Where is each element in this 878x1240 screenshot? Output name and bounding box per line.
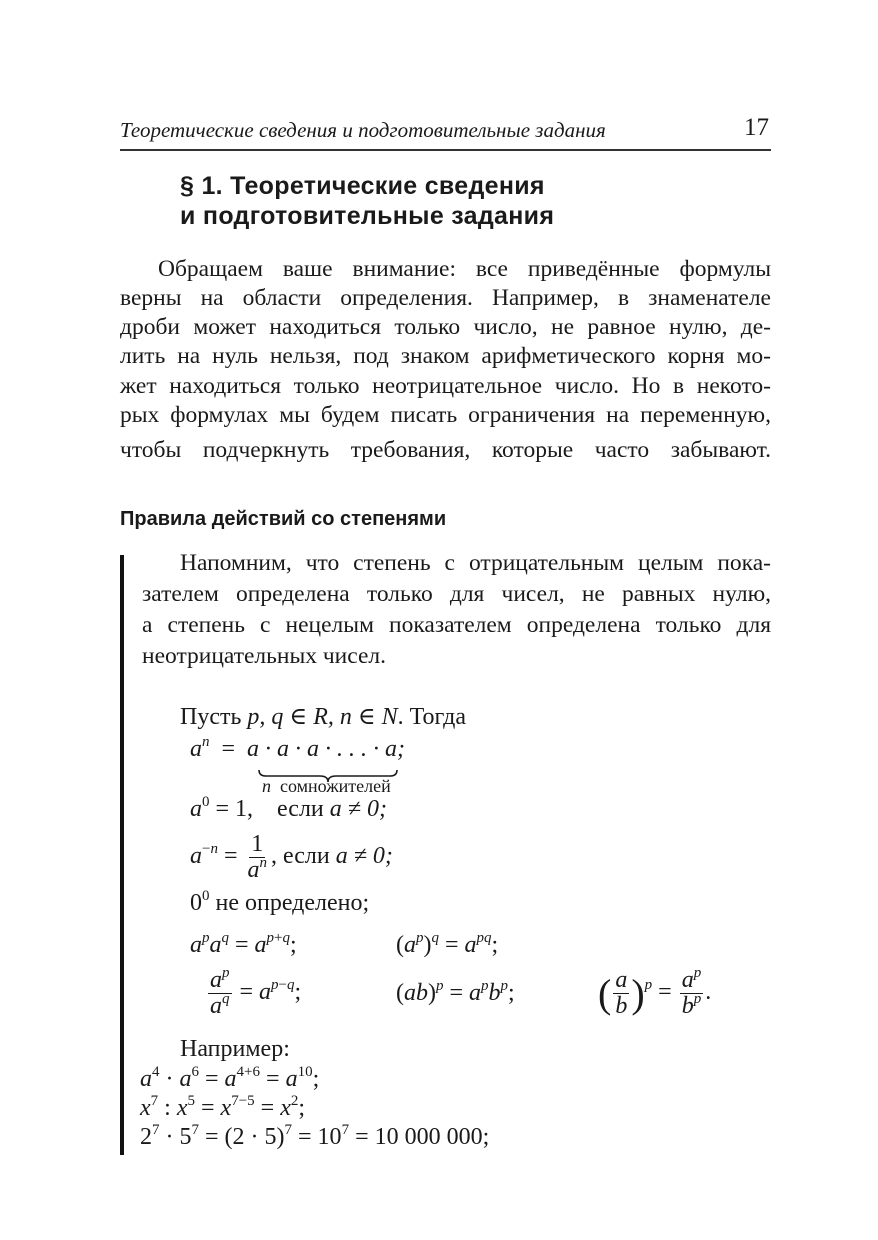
intro-line: лить на нуль нельзя, под знаком арифметического корня мо- [120, 343, 771, 369]
formula-power-of-power: $(a^p)^q = a^{pq}$; [396, 930, 499, 958]
formula-product-rule: $a^pa^q = a^{p+q}$; [190, 930, 297, 958]
formula-zero-power: $a^0 = 1$, если a ≠ 0; [190, 794, 387, 822]
example-3: $2^7 \cdot 5^7 = (2 \cdot 5)^7 = 10^7 = 10$ 000 000; [140, 1122, 490, 1150]
intro-line: чтобы подчеркнуть требования, которые часто забывают. [120, 437, 771, 463]
note-line: а степень с нецелым показателем определена только для [142, 612, 771, 638]
subsection-title: Правила действий со степенями [120, 508, 447, 530]
example-label: Например: [180, 1036, 290, 1062]
note-line: зателем определена только для чисел, не равных нулю, [142, 581, 771, 607]
intro-line: рых формулах мы будем писать ограничения на переменную, [120, 402, 771, 428]
section-title-line1: § 1. Теоретические сведения [180, 172, 545, 200]
underbrace-label: n сомножителей [262, 776, 391, 796]
page-number: 17 [744, 114, 769, 141]
intro-line: дроби может находиться только число, не равное нулю, де- [120, 314, 771, 340]
intro-line: Обращаем ваше внимание: все приведённые формулы [158, 256, 771, 282]
formula-product-power: $(ab)^p = a^pb^p$; [396, 978, 515, 1006]
formula-power-definition: $a^n = a \cdot a \cdot a$ · . . . · a; [190, 734, 406, 762]
intro-line: жет находиться только неотрицательное число. Но в некото- [120, 373, 771, 399]
margin-bar [120, 555, 124, 1155]
formula-let: Пусть p, q ∈ R, n ∈ N. Тогда [180, 704, 466, 730]
note-line: неотрицательных чисел. [142, 643, 387, 669]
header-rule [120, 149, 771, 151]
formula-zero-zero: $0^0$ не определено; [190, 888, 370, 916]
note-line: Напомним, что степень с отрицательным целым пока- [180, 550, 771, 576]
running-header: Теоретические сведения и подготовительные задания [120, 118, 606, 142]
intro-line: верны на области определения. Например, в знаменателе [120, 285, 771, 311]
example-1: $a^4 \cdot a^6 = a^{4+6} = a^{10}$; [140, 1064, 320, 1092]
formula-quotient-rule: $\frac{a^p}{a^q}$ = $a^{p-q}$; [210, 965, 302, 1020]
section-title-line2: и подготовительные задания [180, 202, 555, 230]
formula-negative-power: $a^{-n}$ = $\frac{1}{a^n}$ , если a ≠ 0; [190, 831, 393, 884]
formula-quotient-power: ( $\frac{a}{b}$ )$^p$ = $\frac{a^p}{b^p}$ . [598, 965, 712, 1020]
example-2: $x^7$ : $x^5 = x^{7-5} = x^2$; [140, 1093, 306, 1121]
